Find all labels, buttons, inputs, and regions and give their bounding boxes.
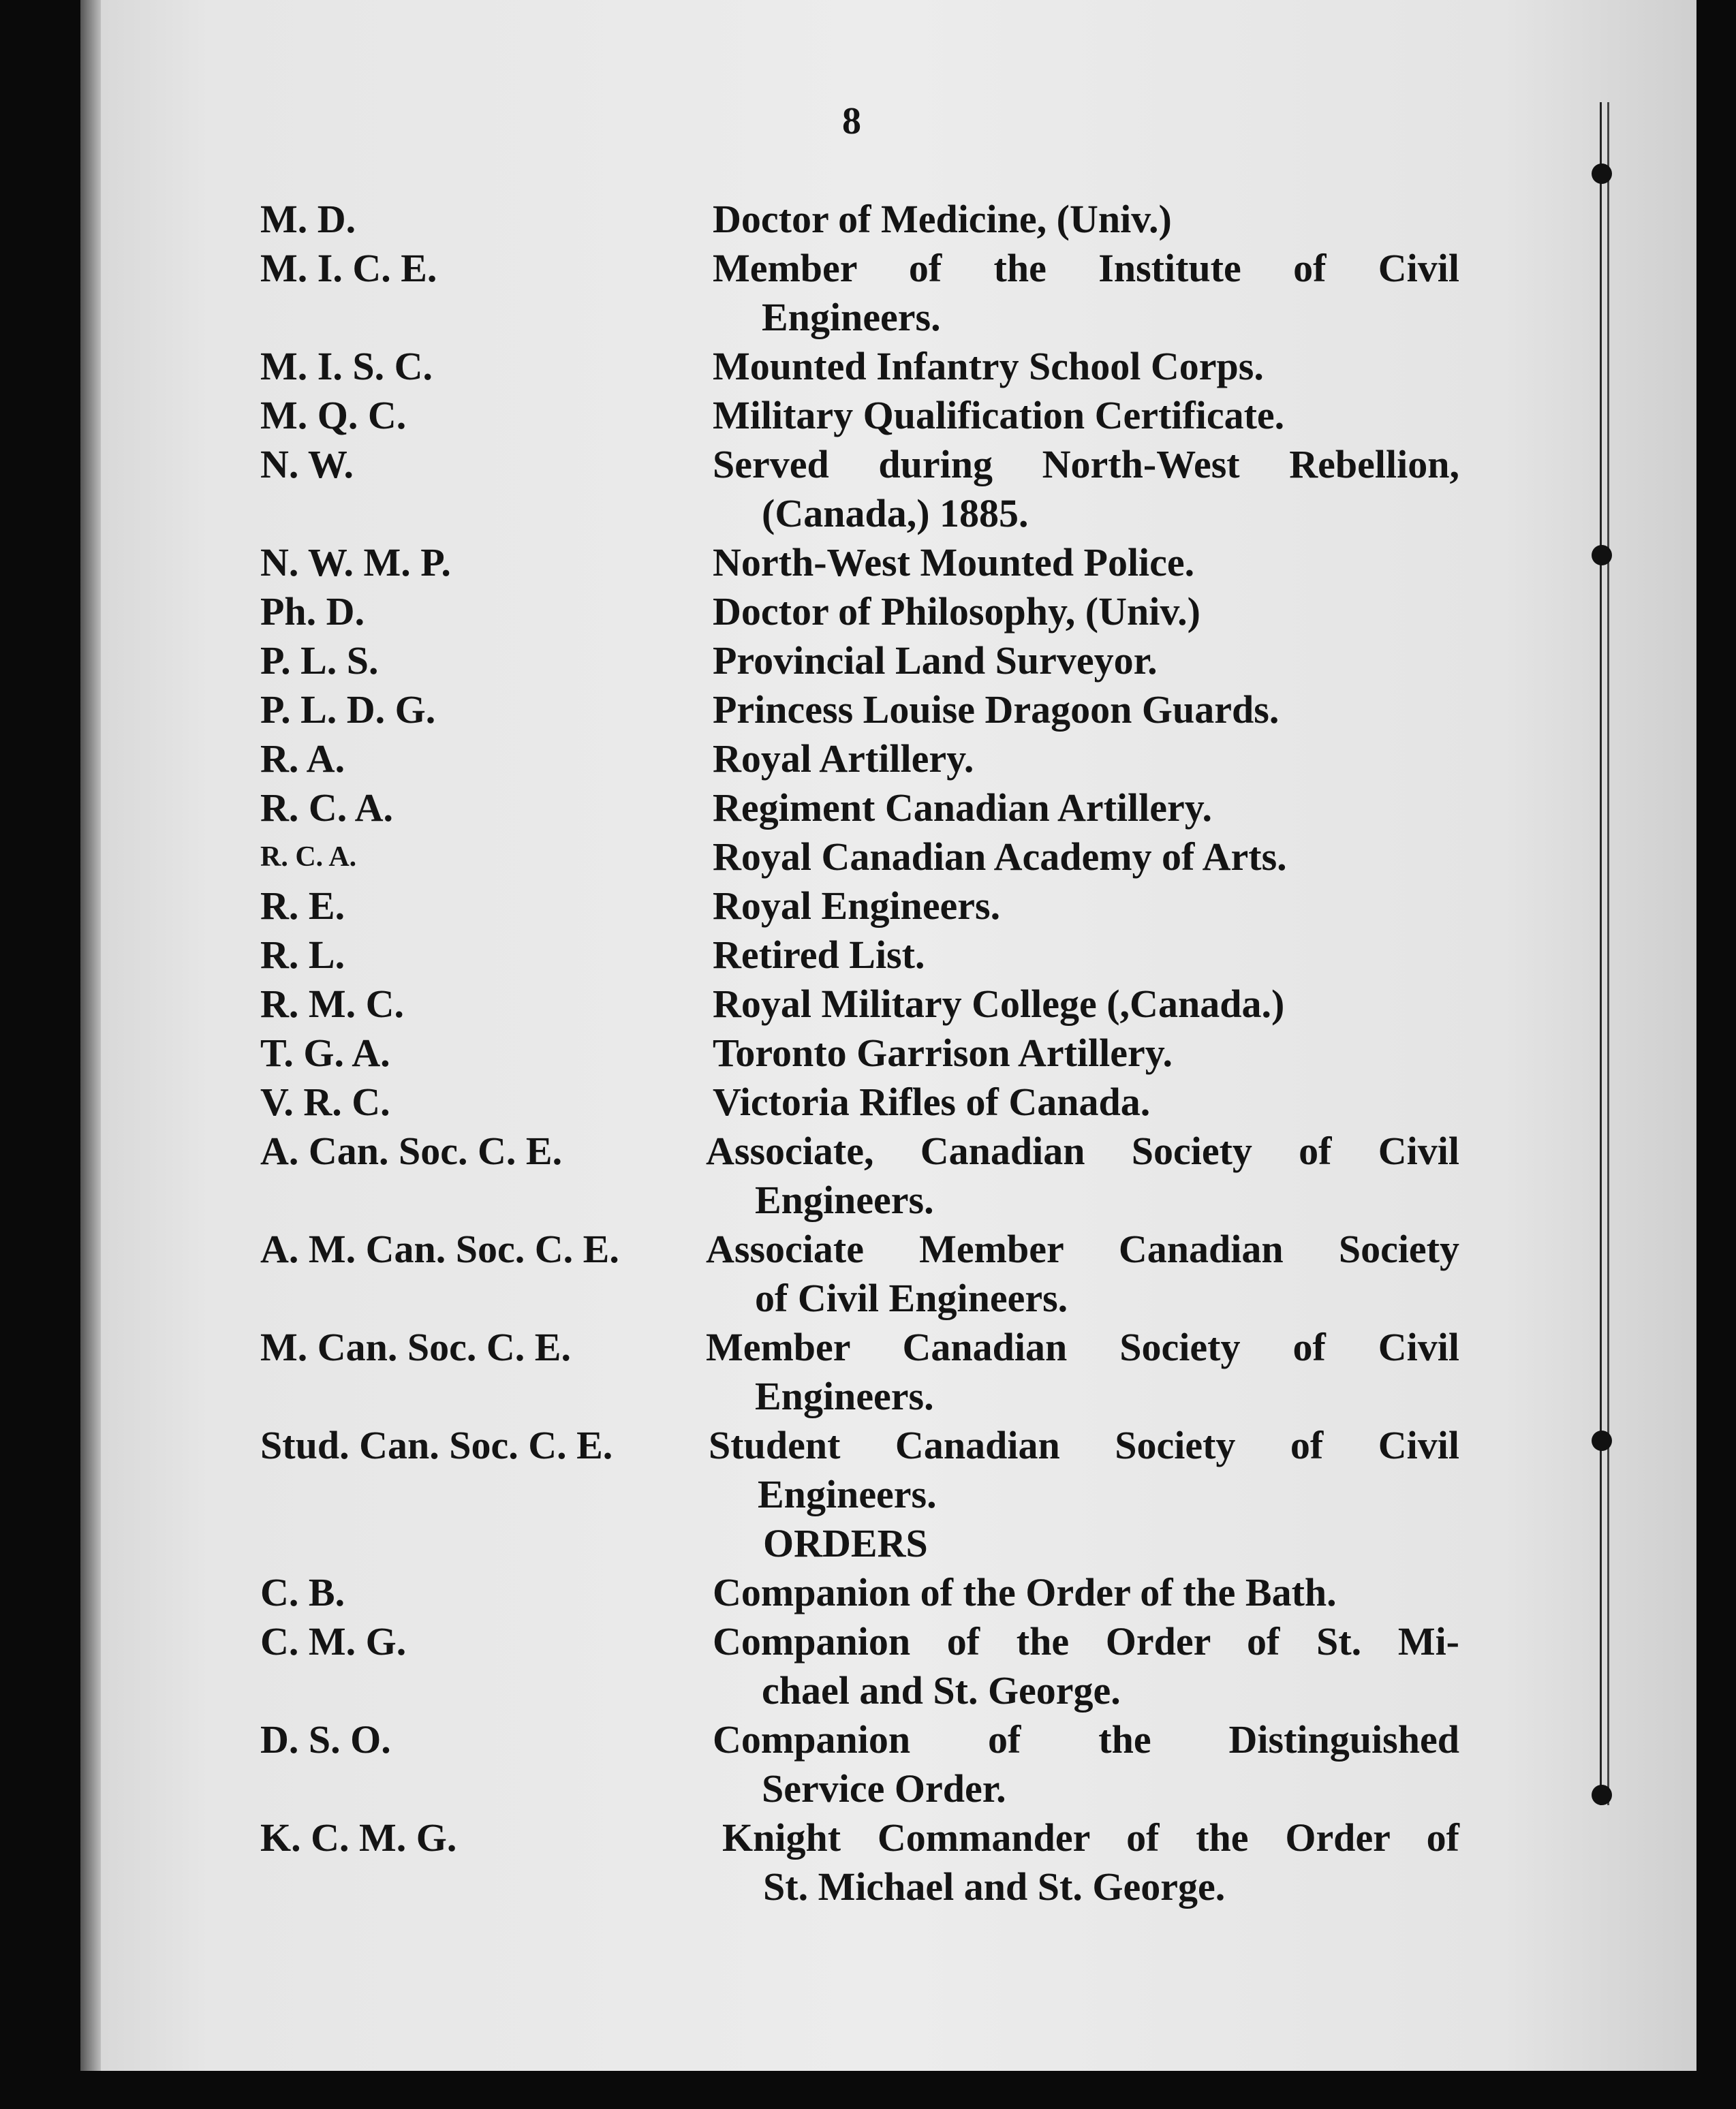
- meaning-continuation: chael and St. George.: [762, 1668, 1121, 1713]
- meaning-continuation: of Civil Engineers.: [755, 1276, 1068, 1320]
- entry-abbreviation: R. C. A.: [260, 785, 393, 830]
- entry-meaning: [713, 195, 1459, 244]
- entry-meaning: [713, 538, 1459, 587]
- meaning-continuation: Engineers.: [762, 295, 941, 339]
- entry-abbreviation: M. Can. Soc. C. E.: [260, 1325, 571, 1369]
- meaning-continuation: Engineers.: [755, 1374, 934, 1418]
- binding-thread: [1600, 102, 1609, 1805]
- meaning-line: Companion of the Distinguished: [713, 1717, 1459, 1762]
- meaning-line: Victoria Rifles of Canada.: [713, 1080, 1151, 1124]
- meaning-line: Associate, Canadian Society of Civil: [706, 1129, 1459, 1173]
- meaning-line: Doctor of Philosophy, (Univ.): [713, 589, 1200, 634]
- entry-abbreviation: M. I. S. C.: [260, 344, 433, 388]
- binding-stitch: [1592, 1431, 1612, 1451]
- entry-abbreviation: M. D.: [260, 197, 356, 241]
- meaning-continuation: Engineers.: [755, 1178, 934, 1222]
- meaning-line: Royal Canadian Academy of Arts.: [713, 834, 1287, 879]
- entry-meaning: [713, 1029, 1459, 1078]
- entry-abbreviation: A. M. Can. Soc. C. E.: [260, 1227, 619, 1271]
- entry-meaning: [713, 980, 1459, 1029]
- entry-abbreviation: R. A.: [260, 736, 345, 781]
- entry-meaning: [713, 244, 1459, 342]
- orders-heading: ORDERS: [763, 1521, 928, 1565]
- meaning-line: Mounted Infantry School Corps.: [713, 344, 1264, 388]
- entry-meaning: [713, 931, 1459, 980]
- entry-abbreviation: M. Q. C.: [260, 393, 407, 437]
- entry-meaning: [713, 734, 1459, 783]
- entry-abbreviation: M. I. C. E.: [260, 246, 437, 290]
- entry-abbreviation: P. L. S.: [260, 638, 379, 683]
- order-meaning: [713, 1568, 1459, 1617]
- entry-abbreviation: P. L. D. G.: [260, 687, 436, 732]
- entry-meaning: [713, 636, 1459, 685]
- order-abbreviation: D. S. O.: [260, 1717, 391, 1762]
- meaning-line: Military Qualification Certificate.: [713, 393, 1285, 437]
- meaning-line: Companion of the Order of the Bath.: [713, 1570, 1337, 1614]
- entry-meaning: [713, 832, 1459, 881]
- entry-abbreviation: V. R. C.: [260, 1080, 390, 1124]
- meaning-line: Doctor of Medicine, (Univ.): [713, 197, 1172, 241]
- order-abbreviation: C. M. G.: [260, 1619, 407, 1663]
- meaning-line: Member Canadian Society of Civil: [706, 1325, 1459, 1369]
- scan-border: [0, 2071, 1736, 2109]
- meaning-line: Served during North-West Rebellion,: [713, 442, 1459, 486]
- entry-abbreviation: R. M. C.: [260, 982, 405, 1026]
- order-meaning: [722, 1813, 1459, 1911]
- entry-meaning: [709, 1421, 1459, 1519]
- order-abbreviation: K. C. M. G.: [260, 1815, 457, 1860]
- entry-abbreviation: R. C. A.: [260, 841, 357, 873]
- entry-meaning: [713, 1078, 1459, 1127]
- meaning-line: Royal Artillery.: [713, 736, 974, 781]
- entry-abbreviation: Ph. D.: [260, 589, 365, 634]
- entry-abbreviation: N. W. M. P.: [260, 540, 451, 584]
- page-number: 8: [842, 100, 861, 142]
- order-meaning: [713, 1715, 1459, 1813]
- order-abbreviation: C. B.: [260, 1570, 345, 1614]
- entry-abbreviation: N. W.: [260, 442, 354, 486]
- binding-stitch: [1592, 1785, 1612, 1805]
- meaning-line: Knight Commander of the Order of: [722, 1815, 1459, 1860]
- entry-meaning: [713, 342, 1459, 391]
- entry-meaning: [713, 685, 1459, 734]
- entry-abbreviation: A. Can. Soc. C. E.: [260, 1129, 563, 1173]
- meaning-line: Student Canadian Society of Civil: [709, 1423, 1459, 1467]
- entry-abbreviation: Stud. Can. Soc. C. E.: [260, 1423, 613, 1467]
- meaning-line: Member of the Institute of Civil: [713, 246, 1459, 290]
- order-meaning: [713, 1617, 1459, 1715]
- entry-meaning: [706, 1127, 1459, 1225]
- entry-meaning: [706, 1225, 1459, 1323]
- entry-abbreviation: R. L.: [260, 933, 345, 977]
- entry-meaning: [713, 881, 1459, 931]
- entry-meaning: [706, 1323, 1459, 1421]
- entry-abbreviation: T. G. A.: [260, 1031, 390, 1075]
- binding-stitch: [1592, 545, 1612, 565]
- entry-meaning: [713, 783, 1459, 832]
- meaning-continuation: St. Michael and St. George.: [763, 1864, 1226, 1909]
- meaning-line: Regiment Canadian Artillery.: [713, 785, 1213, 830]
- meaning-line: Retired List.: [713, 933, 925, 977]
- meaning-continuation: Service Order.: [762, 1766, 1006, 1811]
- meaning-line: Companion of the Order of St. Mi-: [713, 1619, 1459, 1663]
- entry-meaning: [713, 587, 1459, 636]
- meaning-line: Princess Louise Dragoon Guards.: [713, 687, 1280, 732]
- meaning-continuation: Engineers.: [758, 1472, 937, 1516]
- entry-meaning: [713, 391, 1459, 440]
- meaning-line: Royal Military College (,Canada.): [713, 982, 1285, 1026]
- meaning-line: North-West Mounted Police.: [713, 540, 1195, 584]
- meaning-continuation: (Canada,) 1885.: [762, 491, 1029, 535]
- meaning-line: Provincial Land Surveyor.: [713, 638, 1158, 683]
- entry-abbreviation: R. E.: [260, 884, 345, 928]
- binding-stitch: [1592, 163, 1612, 184]
- meaning-line: Royal Engineers.: [713, 884, 1001, 928]
- entry-meaning: [713, 440, 1459, 538]
- meaning-line: Associate Member Canadian Society: [706, 1227, 1459, 1271]
- meaning-line: Toronto Garrison Artillery.: [713, 1031, 1173, 1075]
- spine-shadow: [80, 0, 101, 2071]
